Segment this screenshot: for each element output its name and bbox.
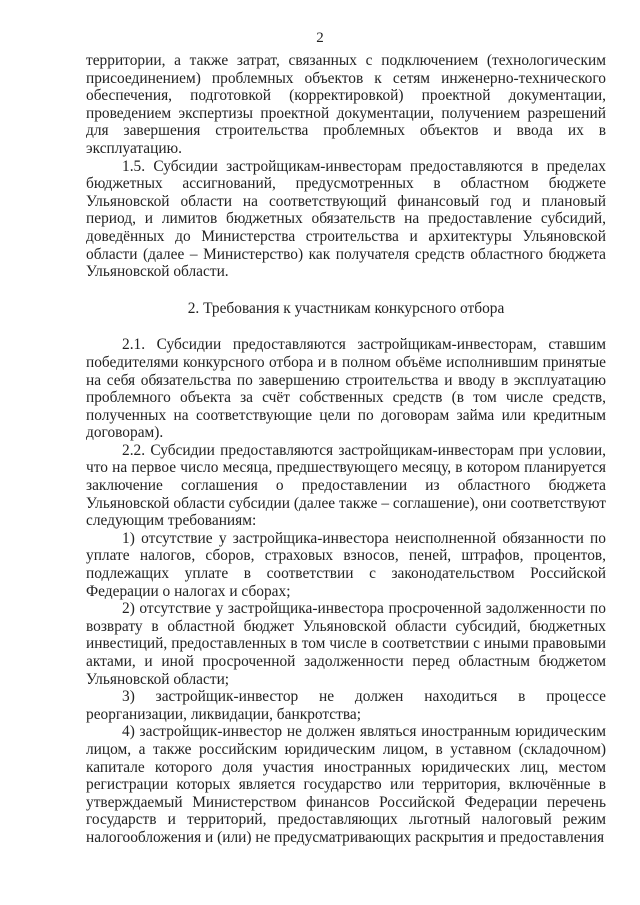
paragraph-2-1: 2.1. Субсидии предоставляются застройщикам-инвесторам, ставшим победителями конкурсного отбора и в полном объёме исполнившим принятые на себя обязательства по завершению строительства и вводу в эксплуатацию проблемного объекта за счёт собственных средств (в том числе средств, полученных на соответствующие цели по договорам займа или кредитным договорам). [86, 336, 606, 442]
requirement-item-2: 2) отсутствие у застройщика-инвестора просроченной задолженности по возврату в областной бюджет Ульяновской области субсидий, бюджетных инвестиций, предоставленных в том числе в соответствии с иными правовыми актами, и иной просроченной задолженности перед областным бюджетом Ульяновской области; [86, 600, 606, 688]
page-number: 2 [316, 30, 324, 46]
paragraph-continuation: территории, а также затрат, связанных с подключением (технологическим присоединением) проблемных объектов к сетям инженерно-технического обеспечения, подготовкой (корректировкой) проектной документации, проведением экспертизы проектной документации, получением разрешений для завершения строительства проблемных объектов и ввода их в эксплуатацию. [86, 52, 606, 157]
paragraph-2-2: 2.2. Субсидии предоставляются застройщикам-инвесторам при условии, что на первое число месяца, предшествующего месяцу, в котором планируется заключение соглашения о предоставлении из областного бюджета Ульяновской области субсидии (далее также – соглашение), они соответствуют следующим требованиям: [86, 441, 606, 530]
paragraph-1-5: 1.5. Субсидии застройщикам-инвесторам предоставляются в пределах бюджетных ассигнований, предусмотренных в областном бюджете Ульяновской области на соответствующий финансовый год и плановый период, и лимитов бюджетных обязательств на предоставление субсидий, доведённых до Министерства строительства и архитектуры Ульяновской области (далее – Министерство) как получателя средств областного бюджета Ульяновской области. [86, 157, 606, 281]
document-body [86, 52, 606, 847]
requirement-item-4: 4) застройщик-инвестор не должен являться иностранным юридическим лицом, а также российским юридическим лицом, в уставном (складочном) капитале которого доля участия иностранных юридических лиц, местом регистрации которых является государство или территория, включённые в утверждаемый Министерством финансов Российской Федерации перечень государств и территорий, предоставляющих льготный налоговый режим налогообложения и (или) не предусматривающих раскрытия и предоставления [86, 723, 606, 846]
section-heading: 2. Требования к участникам конкурсного отбора [187, 299, 505, 317]
requirement-item-3: 3) застройщик-инвестор не должен находиться в процессе реорганизации, ликвидации, банкротства; [86, 688, 606, 723]
requirement-item-1: 1) отсутствие у застройщика-инвестора неисполненной обязанности по уплате налогов, сборов, страховых взносов, пеней, штрафов, процентов, подлежащих уплате в соответствии с законодательством Российской Федерации о налогах и сборах; [86, 529, 606, 600]
